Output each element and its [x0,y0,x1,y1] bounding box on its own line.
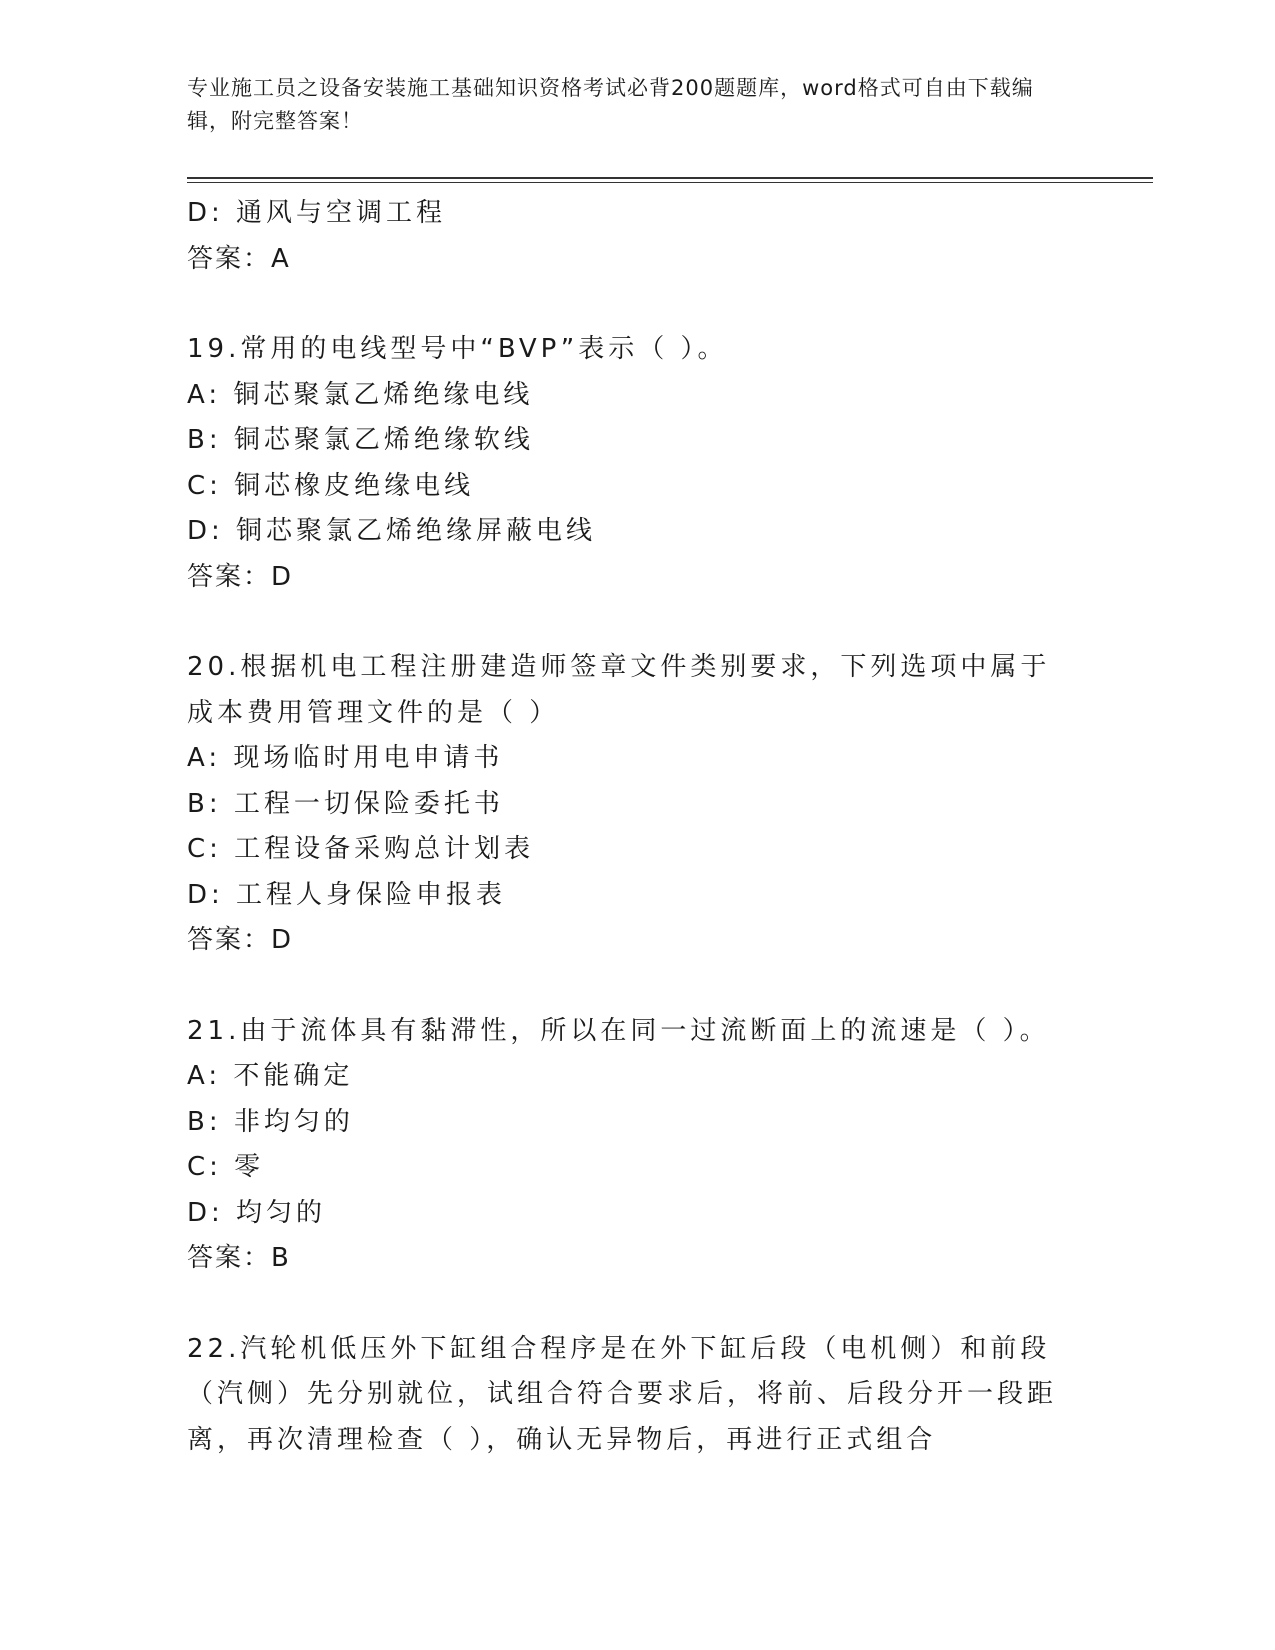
question-20-option-a: A: 现场临时用电申请书 [187,743,504,773]
question-19-stem: 19.常用的电线型号中“BVP”表示（ ）。 [187,334,728,364]
question-21-option-a: A: 不能确定 [187,1061,354,1091]
question-19-option-a: A: 铜芯聚氯乙烯绝缘电线 [187,379,534,410]
question-19-option-b: B: 铜芯聚氯乙烯绝缘软线 [187,425,534,455]
answer-previous: 答案：A [187,243,291,274]
spacer [187,964,1087,1009]
question-20-option-d: D: 工程人身保险申报表 [187,879,507,910]
spacer [187,600,1087,645]
question-22-stem: 22.汽轮机低压外下缸组合程序是在外下缸后段（电机侧）和前段（汽侧）先分别就位，试组合符合要求后，将前、后段分开一段距离，再次清理检查（ ），确认无异物后，再进行正式组合 [187,1333,1058,1455]
header-divider [187,177,1153,179]
question-21-option-c: C: 零 [187,1152,265,1182]
question-21-stem: 21.由于流体具有黏滞性，所以在同一过流断面上的流速是（ ）。 [187,1015,1050,1046]
spacer [187,282,1087,327]
question-21-option-b: B: 非均匀的 [187,1106,354,1137]
question-content [187,191,1087,1463]
header-divider-thin [187,182,1153,183]
question-21-answer: 答案：B [187,1243,291,1273]
option-d-previous: D: 通风与空调工程 [187,198,447,228]
question-20-option-c: C: 工程设备采购总计划表 [187,834,535,864]
question-19-answer: 答案：D [187,561,294,592]
question-20-answer: 答案：D [187,925,294,955]
document-header: 专业施工员之设备安装施工基础知识资格考试必背200题题库，word格式可自由下载编辑，附完整答案！ [187,76,1034,133]
question-19-option-c: C: 铜芯橡皮绝缘电线 [187,470,475,501]
question-19-option-d: D: 铜芯聚氯乙烯绝缘屏蔽电线 [187,516,597,546]
question-21-option-d: D: 均匀的 [187,1197,327,1228]
spacer [187,1282,1087,1327]
question-20-option-b: B: 工程一切保险委托书 [187,788,504,819]
question-20-stem: 20.根据机电工程注册建造师签章文件类别要求，下列选项中属于成本费用管理文件的是（ ） [187,652,1051,728]
